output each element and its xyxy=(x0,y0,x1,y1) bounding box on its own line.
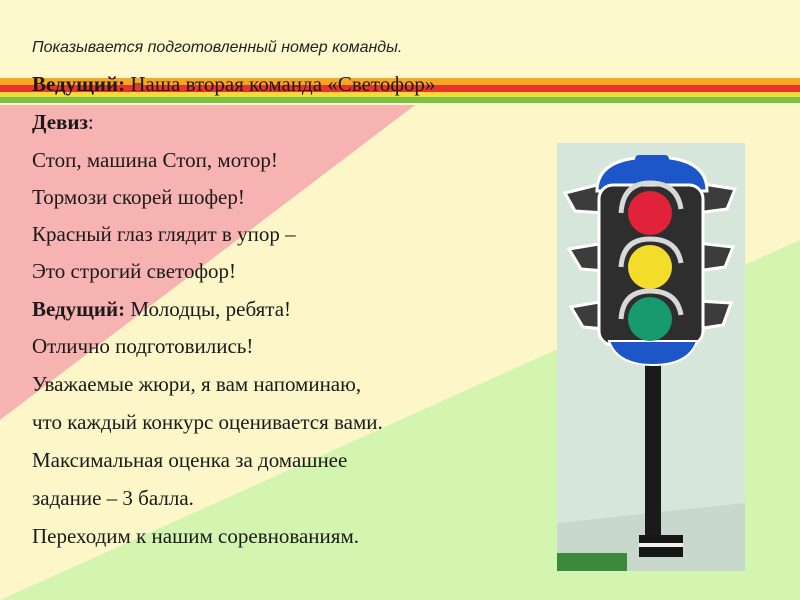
text-line xyxy=(32,410,383,435)
text-line xyxy=(32,110,94,135)
line-text: Молодцы, ребята! xyxy=(125,297,292,321)
speaker-label: Ведущий: xyxy=(32,297,126,321)
stripe-green xyxy=(0,97,800,103)
line-text: Переходим к нашим соревнованиям. xyxy=(32,524,359,548)
text-line xyxy=(32,372,361,397)
line-text: Уважаемые жюри, я вам напоминаю, xyxy=(32,372,362,396)
speaker-label: Ведущий: xyxy=(32,72,126,96)
line-text: Это строгий светофор! xyxy=(32,259,237,283)
traffic-light-base-stripe xyxy=(639,543,683,547)
speaker-label: Девиз xyxy=(32,110,88,134)
text-line xyxy=(32,524,359,549)
line-text: Отлично подготовились! xyxy=(32,334,254,358)
line-text: : xyxy=(87,110,94,134)
red-light xyxy=(628,191,672,235)
text-line xyxy=(32,72,435,97)
stage-note: Показывается подготовленный номер команды. xyxy=(32,39,403,56)
photo-floor-strip xyxy=(557,553,627,571)
line-text: Красный глаз глядит в упор – xyxy=(32,222,296,246)
text-line xyxy=(32,259,236,284)
text-line xyxy=(32,486,194,511)
line-text: Максимальная оценка за домашнее xyxy=(32,448,348,472)
text-line xyxy=(32,297,291,322)
line-text: задание – 3 балла. xyxy=(32,486,194,510)
text-line xyxy=(32,148,278,173)
text-line xyxy=(32,185,245,210)
traffic-light-cap-knob xyxy=(635,155,669,165)
text-line xyxy=(32,448,347,473)
text-line xyxy=(32,334,253,359)
traffic-light-photo xyxy=(557,143,745,571)
text-line xyxy=(32,222,296,247)
yellow-light xyxy=(628,245,672,289)
line-text: Наша вторая команда «Светофор» xyxy=(125,72,436,96)
line-text: Тормози скорей шофер! xyxy=(32,185,245,209)
green-light xyxy=(628,297,672,341)
line-text: что каждый конкурс оценивается вами. xyxy=(32,410,383,434)
line-text: Стоп, машина Стоп, мотор! xyxy=(32,148,278,172)
background-yellow-top xyxy=(0,0,800,75)
traffic-light-pole xyxy=(645,363,661,539)
